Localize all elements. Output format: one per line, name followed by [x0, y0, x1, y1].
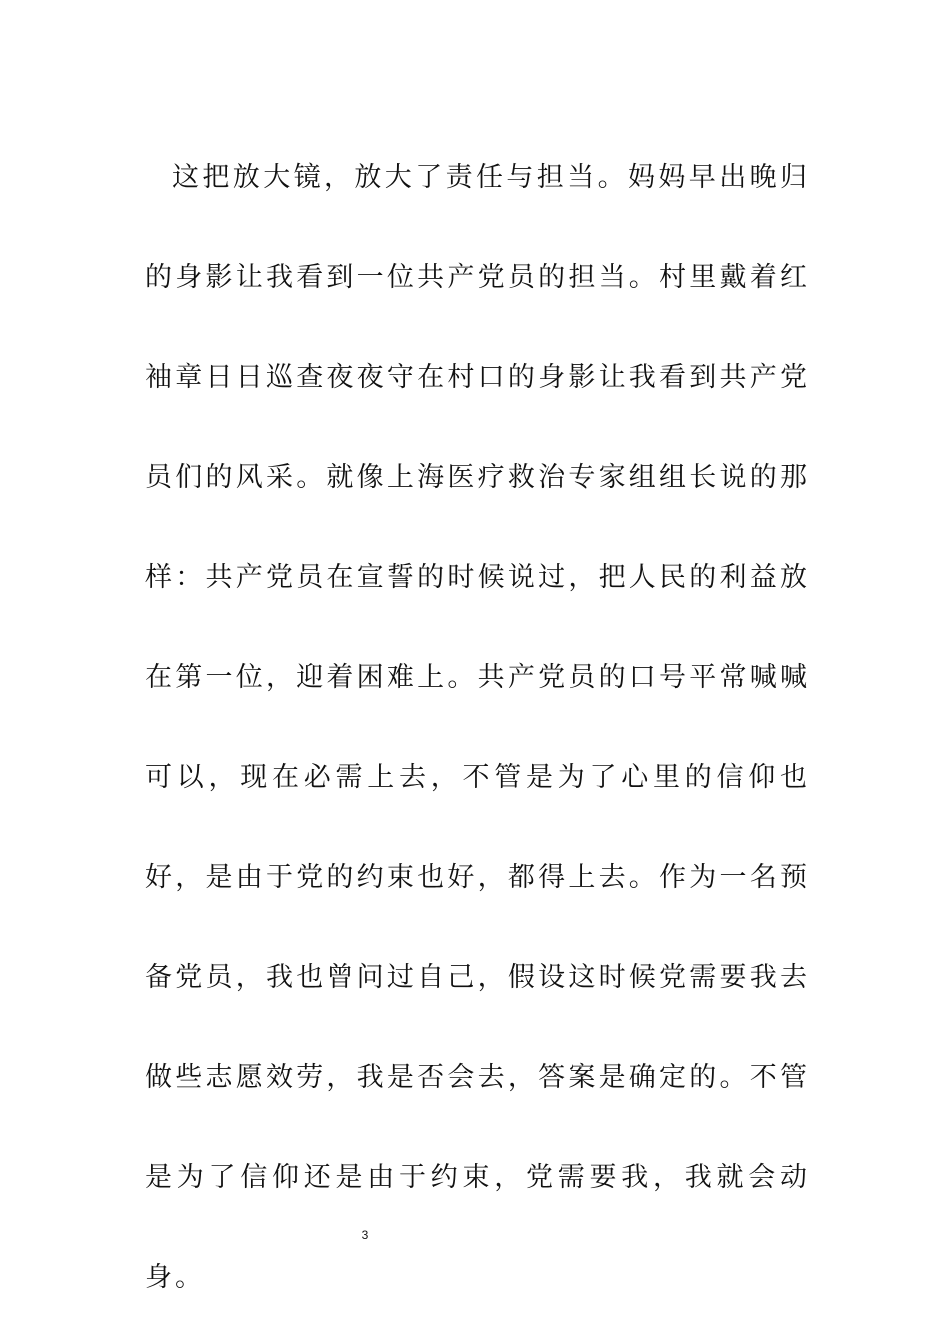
body-paragraph: 这把放大镜，放大了责任与担当。妈妈早出晚归的身影让我看到一位共产党员的担当。村里戴着红袖章日日巡查夜夜守在村口的身影让我看到共产党员们的风采。就像上海医疗救治专家组组长说的那样：共产党员在宣誓的时候说过，把人民的利益放在第一位，迎着困难上。共产党员的口号平常喊喊可以，现在必需上去，不管是为了心里的信仰也好，是由于党的约束也好，都得上去。作为一名预备党员，我也曾问过自己，假设这时候党需要我去做些志愿效劳，我是否会去，答案是确定的。不管是为了信仰还是由于约束，党需要我，我就会动身。	[145, 162, 810, 1293]
page-number: 3	[361, 1228, 369, 1242]
